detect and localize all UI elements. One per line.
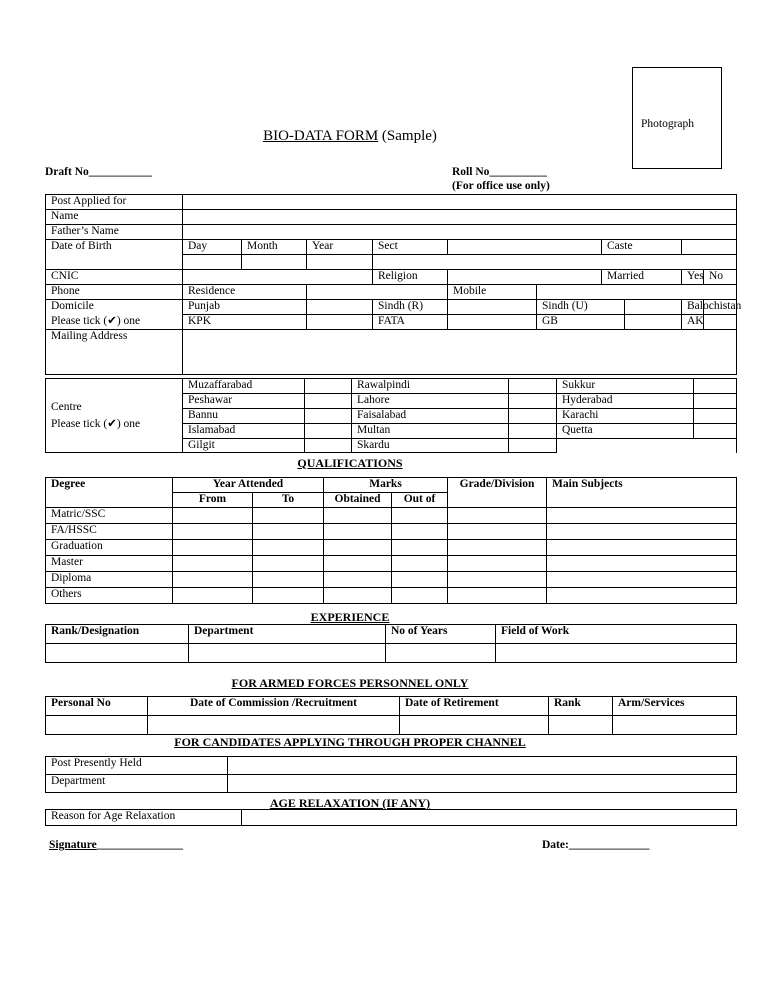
qualifications-table [45,477,737,604]
qual-cell[interactable] [173,540,253,556]
photograph-box [632,67,722,169]
father-name-label: Father’s Name [46,225,183,240]
month-label: Month [242,240,307,255]
qual-row-label: Graduation [46,540,173,556]
armed-rank-header: Rank [549,697,613,716]
centre-option: Sukkur [557,379,694,394]
qual-degree-header: Degree [46,478,173,508]
table-row [46,572,737,588]
qual-cell[interactable] [448,588,547,604]
signature-blank: _______________ [96,839,183,851]
centre-option: Peshawar [183,394,305,409]
phone-label: Phone [46,285,183,300]
qual-cell[interactable] [253,508,324,524]
domicile-fata: FATA [373,315,448,330]
post-held-label: Post Presently Held [46,757,228,775]
exp-department-field[interactable] [189,644,386,663]
married-yes[interactable]: Yes [682,270,704,285]
dob-label: Date of Birth [46,240,183,270]
centre-label-cell [46,379,183,453]
domicile-fata-tick[interactable] [448,315,537,330]
domicile-punjab-tick[interactable] [307,300,373,315]
day-label: Day [183,240,242,255]
qual-from-header: From [173,493,253,508]
qual-marks-header: Marks [324,478,448,493]
channel-department-label: Department [46,775,228,793]
experience-heading: EXPERIENCE [310,610,390,624]
centre-please-tick: Please tick (✔) one [51,417,141,430]
qual-cell[interactable] [392,508,448,524]
centre-option: Gilgit [183,439,305,453]
qual-subjects-header: Main Subjects [547,478,737,508]
qual-cell[interactable] [547,588,737,604]
centre-tick[interactable] [694,409,737,424]
proper-channel-table [45,756,737,793]
post-applied-label: Post Applied for [46,195,183,210]
centre-tick[interactable] [509,394,557,409]
age-relaxation-table [45,809,737,826]
armed-forces-heading: FOR ARMED FORCES PERSONNEL ONLY [231,676,469,690]
centre-tick[interactable] [509,439,557,453]
domicile-label: Domicile [46,300,183,315]
father-name-field[interactable] [183,225,737,240]
qual-cell[interactable] [448,572,547,588]
date-blank: ______________ [568,839,650,851]
centre-tick[interactable] [509,379,557,394]
qual-cell[interactable] [253,540,324,556]
age-reason-field[interactable] [242,810,737,826]
domicile-sindh-u: Sindh (U) [537,300,625,315]
mobile-label: Mobile [448,285,537,300]
domicile-sindh-r-tick[interactable] [448,300,537,315]
qual-cell[interactable] [547,540,737,556]
domicile-punjab: Punjab [183,300,307,315]
table-row [46,716,737,735]
name-field[interactable] [183,210,737,225]
armed-arm-field[interactable] [613,716,737,735]
centre-option: Lahore [352,394,509,409]
religion-label: Religion [373,270,448,285]
qual-row-label: Matric/SSC [46,508,173,524]
office-use-note: (For office use only) [452,180,550,192]
qual-cell[interactable] [324,572,392,588]
centre-tick[interactable] [305,379,352,394]
qual-cell[interactable] [448,524,547,540]
qual-outof-header: Out of [392,493,448,508]
qual-cell[interactable] [173,572,253,588]
table-row [46,644,737,663]
domicile-balochistan: Balochistan [682,300,704,315]
exp-department-header: Department [189,625,386,644]
armed-commission-field[interactable] [148,716,400,735]
qual-row-label: Master [46,556,173,572]
centre-option: Skardu [352,439,509,453]
caste-label: Caste [602,240,682,255]
photograph-label: Photograph [641,118,695,130]
armed-forces-table [45,696,737,735]
qual-cell[interactable] [173,588,253,604]
centre-table [45,378,737,453]
qualifications-heading: QUALIFICATIONS [297,456,403,470]
date-line[interactable] [542,839,649,851]
qual-cell[interactable] [253,588,324,604]
mailing-address-field[interactable] [183,330,737,375]
qual-cell[interactable] [547,508,737,524]
centre-tick[interactable] [509,409,557,424]
residence-field[interactable] [307,285,448,300]
domicile-please-tick: Please tick (✔) one [46,315,183,330]
qual-cell[interactable] [253,524,324,540]
proper-channel-heading: FOR CANDIDATES APPLYING THROUGH PROPER CHANNEL [174,735,526,749]
armed-personal-no-header: Personal No [46,697,148,716]
form-title [0,128,700,145]
exp-years-field[interactable] [386,644,496,663]
centre-empty [557,439,694,453]
table-row [46,508,737,524]
qual-cell[interactable] [392,556,448,572]
year-label: Year [307,240,373,255]
qual-cell[interactable] [547,572,737,588]
title-main: BIO-DATA FORM [263,128,379,144]
qual-cell[interactable] [324,540,392,556]
qual-cell[interactable] [392,588,448,604]
year-field[interactable] [307,255,373,270]
qual-cell[interactable] [448,556,547,572]
domicile-sindh-r: Sindh (R) [373,300,448,315]
qual-row-label: Diploma [46,572,173,588]
table-row [46,556,737,572]
centre-label: Centre [51,400,82,413]
title-sub: (Sample) [378,128,437,144]
qual-cell[interactable] [547,556,737,572]
mobile-field[interactable] [537,285,737,300]
qual-cell[interactable] [173,556,253,572]
qual-cell[interactable] [253,556,324,572]
channel-department-field[interactable] [228,775,737,793]
married-no[interactable]: No [704,270,737,285]
table-row [46,540,737,556]
qual-cell[interactable] [324,588,392,604]
post-held-field[interactable] [228,757,737,775]
centre-option: Bannu [183,409,305,424]
centre-option: Faisalabad [352,409,509,424]
religion-field[interactable] [448,270,602,285]
draft-no: Draft No___________ [45,166,152,178]
exp-years-header: No of Years [386,625,496,644]
centre-tick[interactable] [509,424,557,439]
centre-option: Karachi [557,409,694,424]
experience-table [45,624,737,663]
centre-tick[interactable] [694,379,737,394]
qual-cell[interactable] [324,508,392,524]
qual-year-header: Year Attended [173,478,324,493]
qual-row-label: Others [46,588,173,604]
domicile-sindh-u-tick[interactable] [625,300,682,315]
personal-info-table [45,194,742,375]
cnic-field[interactable] [183,270,373,285]
exp-field-field[interactable] [496,644,737,663]
caste-field[interactable] [682,240,737,255]
age-relaxation-heading: AGE RELAXATION (IF ANY) [269,796,431,810]
qual-row-label: FA/HSSC [46,524,173,540]
qual-cell[interactable] [392,540,448,556]
sect-label: Sect [373,240,448,255]
centre-tick[interactable] [305,424,352,439]
exp-rank-header: Rank/Designation [46,625,189,644]
centre-option: Rawalpindi [352,379,509,394]
signature-line[interactable] [49,839,183,851]
name-label: Name [46,210,183,225]
armed-rank-field[interactable] [549,716,613,735]
qual-to-header: To [253,493,324,508]
centre-tick[interactable] [305,409,352,424]
armed-arm-header: Arm/Services [613,697,737,716]
armed-retirement-field[interactable] [400,716,549,735]
centre-tick[interactable] [694,424,737,439]
date-label: Date: [542,839,569,851]
centre-option: Hyderabad [557,394,694,409]
dob-extra [373,255,737,270]
qual-cell[interactable] [324,556,392,572]
sect-field[interactable] [448,240,602,255]
residence-label: Residence [183,285,307,300]
domicile-gb: GB [537,315,625,330]
domicile-gb-tick[interactable] [625,315,682,330]
domicile-ak-tick[interactable] [704,315,737,330]
qual-cell[interactable] [392,572,448,588]
centre-tick[interactable] [305,439,352,453]
married-label: Married [602,270,682,285]
centre-option: Islamabad [183,424,305,439]
domicile-ak: AK [682,315,704,330]
centre-option: Multan [352,424,509,439]
signature-label: Signature [49,839,97,851]
exp-field-header: Field of Work [496,625,737,644]
qual-cell[interactable] [253,572,324,588]
mailing-address-label: Mailing Address [46,330,183,375]
cnic-label: CNIC [46,270,183,285]
centre-tick[interactable] [305,394,352,409]
qual-cell[interactable] [173,508,253,524]
domicile-kpk-tick[interactable] [307,315,373,330]
qual-cell[interactable] [547,524,737,540]
centre-option: Quetta [557,424,694,439]
month-field[interactable] [242,255,307,270]
centre-tick[interactable] [694,394,737,409]
qual-cell[interactable] [448,508,547,524]
roll-no: Roll No__________ [452,166,547,178]
qual-grade-header: Grade/Division [448,478,547,508]
table-row [46,524,737,540]
centre-empty [694,439,737,453]
armed-personal-no-field[interactable] [46,716,148,735]
armed-commission-header: Date of Commission /Recruitment [148,697,400,716]
post-applied-field[interactable] [183,195,737,210]
armed-retirement-header: Date of Retirement [400,697,549,716]
qual-cell[interactable] [173,524,253,540]
qual-obtained-header: Obtained [324,493,392,508]
qual-cell[interactable] [448,540,547,556]
age-reason-label: Reason for Age Relaxation [46,810,242,826]
table-row [46,588,737,604]
domicile-kpk: KPK [183,315,307,330]
exp-rank-field[interactable] [46,644,189,663]
qual-cell[interactable] [392,524,448,540]
centre-option: Muzaffarabad [183,379,305,394]
qual-cell[interactable] [324,524,392,540]
day-field[interactable] [183,255,242,270]
